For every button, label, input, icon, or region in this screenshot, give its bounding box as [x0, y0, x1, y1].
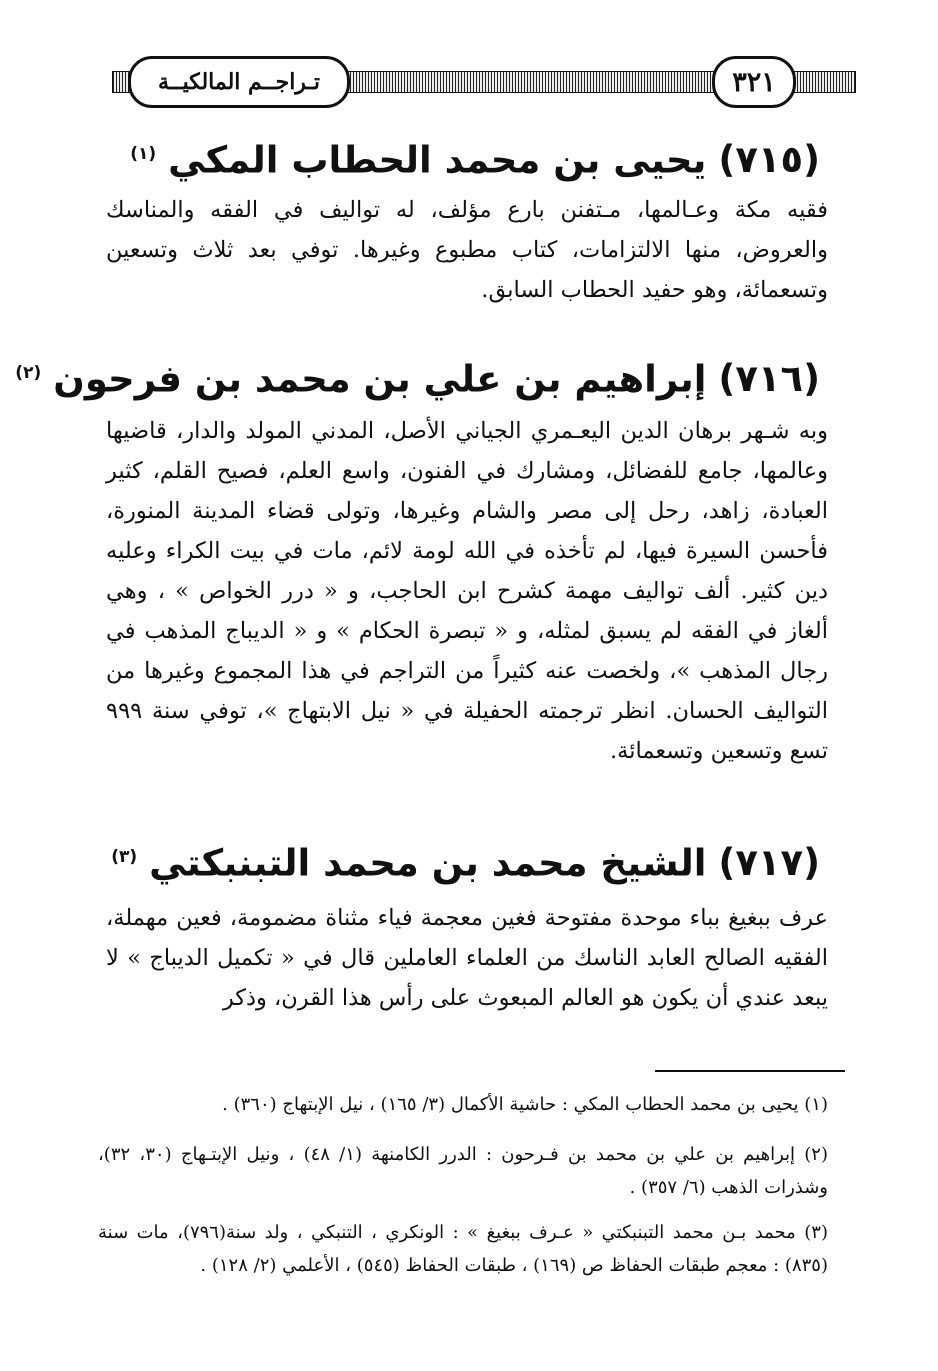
- entry-number: (٧١٦): [718, 357, 820, 401]
- footnote-marker: (١): [130, 144, 157, 164]
- entry-name: يحيى بن محمد الحطاب المكي: [168, 138, 707, 182]
- entry-paragraph: عرف ببغيغ بباء موحدة مفتوحة فغين معجمة فياء مثناة مضمومة، فعين مهملة، الفقيه الصالح العابد الناسك من العلماء العاملين قال في « تكميل الديباج » لا يبعد عندي أن يكون هو العالم المبعوث على رأس هذا القرن، وذكر: [106, 905, 828, 1011]
- running-header: [112, 52, 856, 108]
- footnote-marker: (٢): [15, 363, 42, 383]
- running-title: تـراجــم المالكيــة: [128, 56, 350, 108]
- footnote-separator: [655, 1070, 845, 1072]
- footnote-marker: (٣): [111, 847, 138, 867]
- footnote: (١) يحيى بن محمد الحطاب المكي : حاشية الأكمال (٣/ ١٦٥) ، نيل الإبتهاج (٣٦٠) .: [222, 1094, 828, 1115]
- entry-number: (٧١٧): [718, 841, 820, 885]
- footnote: (٣) محمد بـن محمد التبنبكتي « عـرف ببغيغ » : الونكري ، التنبكي ، ولد سنة(٧٩٦)، مات سنة (٨٣٥) : معجم طبقات الحفاظ ص (١٦٩) ، طبقات الحفاظ (٥٤٥) ، الأعلمي (٢/ ١٢٨) .: [98, 1222, 828, 1276]
- footnote: (٢) إبراهيم بن علي بن محمد بن فـرحون : الدرر الكامنهة (١/ ٤٨) ، ونيل الإبتـهاج (٣٠، ٣٢)، وشذرات الذهب (٦/ ٣٥٧) .: [98, 1144, 828, 1198]
- entry-paragraph: فقيه مكة وعـالمها، مـتفنن بارع مؤلف، له تواليف في الفقه والمناسك والعروض، منها الالتزامات، كتاب مطبوع وغيرها. توفي بعد ثلاث وتسعين وتسعمائة، وهو حفيد الحطاب السابق.: [106, 197, 828, 303]
- entry-heading: [120, 124, 820, 184]
- entry-number: (٧١٥): [718, 138, 820, 182]
- entry-heading: [111, 827, 820, 887]
- entry-heading: [15, 343, 820, 403]
- page-number: ٣٢١: [712, 56, 796, 108]
- entry-paragraph: وبه شـهر برهان الدين اليعـمري الجياني الأصل، المدني المولد والدار، قاضيها وعالمها، جامع للفضائل، ومشارك في الفنون، واسع العلم، فصيح القلم، كثير العبادة، زاهد، رحل إلى مصر والشام وغيرها، وتولى قضاء المدينة المنورة، فأحسن السيرة فيها، لم تأخذه في الله لومة لائم، مات في بيت الكراء وعليه دين كثير. ألف تواليف مهمة كشرح ابن الحاجب، و « درر الخواص » ، وهي ألغاز في الفقه لم يسبق لمثله، و « تبصرة الحكام » و « الديباج المذهب في رجال المذهب »، ولخصت عنه كثيراً من التراجم في هذا المجموع وغيرها من التواليف الحسان. انظر ترجمته الحفيلة في « نيل الابتهاج »، توفي سنة ٩٩٩ تسع وتسعين وتسعمائة.: [106, 418, 828, 764]
- entry-name: إبراهيم بن علي بن محمد بن فرحون: [53, 357, 707, 401]
- entry-name: الشيخ محمد بن محمد التبنبكتي: [149, 841, 707, 885]
